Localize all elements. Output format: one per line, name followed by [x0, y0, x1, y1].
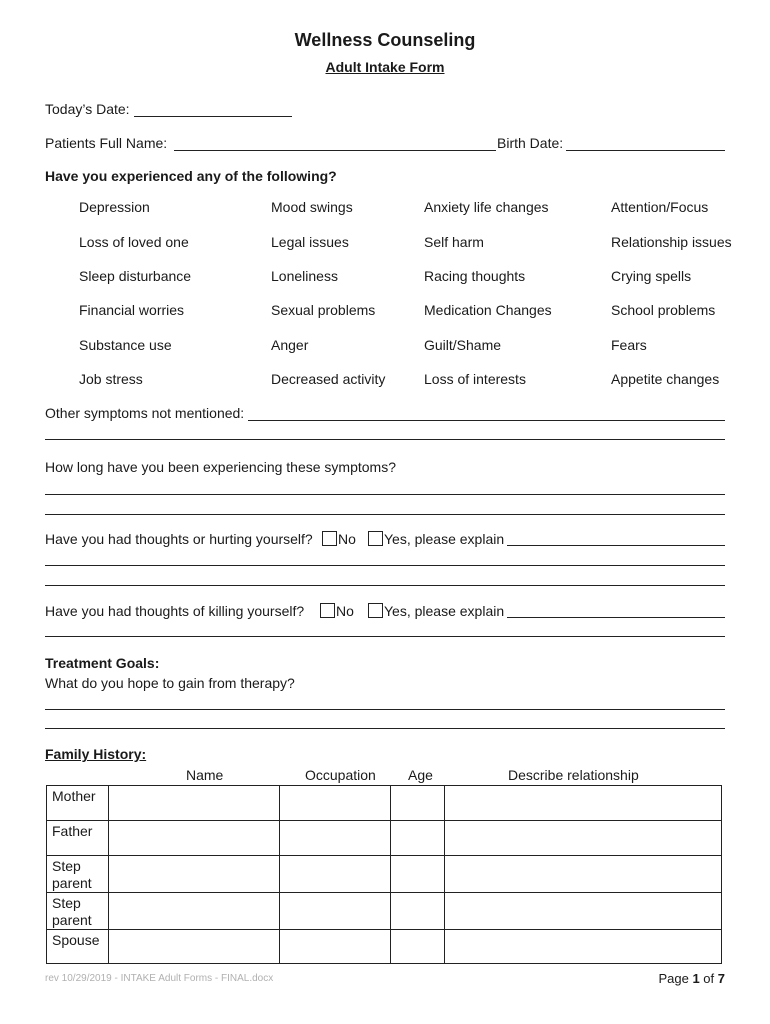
symptom-item: Depression: [79, 199, 150, 215]
page-total: 7: [717, 971, 725, 986]
symptom-item: Crying spells: [611, 268, 692, 284]
family-row-label: [47, 786, 109, 821]
page-prefix: Page: [658, 971, 693, 986]
killing-answer-line[interactable]: [45, 636, 725, 637]
family-name-cell[interactable]: [109, 930, 280, 964]
family-age-cell[interactable]: [391, 930, 445, 964]
symptom-item: Financial worries: [79, 302, 185, 318]
hurting-no-label: No: [338, 531, 356, 547]
other-symptoms-line-2[interactable]: [45, 439, 725, 440]
symptom-item: Guilt/Shame: [424, 337, 502, 353]
treatment-heading: Treatment Goals:: [45, 655, 160, 671]
symptom-item: Racing thoughts: [424, 268, 526, 284]
row-label-text: Step: [52, 858, 81, 874]
hurting-answer-line[interactable]: [45, 565, 725, 566]
family-relationship-cell[interactable]: [445, 930, 722, 964]
form-subtitle-text: Adult Intake Form: [325, 59, 445, 75]
hurting-yes-checkbox[interactable]: [368, 531, 383, 546]
killing-explain-line[interactable]: [507, 617, 725, 618]
symptoms-heading: Have you experienced any of the following?: [45, 168, 337, 184]
treatment-answer-line[interactable]: [45, 709, 725, 710]
hurting-answer-line-2[interactable]: [45, 585, 725, 586]
form-subtitle: [0, 59, 770, 75]
family-row-label: [47, 893, 109, 930]
family-relationship-cell[interactable]: [445, 893, 722, 930]
duration-question: How long have you been experiencing these symptoms?: [45, 459, 396, 475]
symptom-item: Self harm: [424, 234, 484, 250]
symptom-item: Loneliness: [271, 268, 338, 284]
family-row-label: [47, 930, 109, 964]
table-row: [47, 893, 722, 930]
killing-question: Have you had thoughts of killing yourself?: [45, 603, 305, 619]
table-row: [47, 821, 722, 856]
symptom-item: Attention/Focus: [611, 199, 709, 215]
table-row: [47, 786, 722, 821]
birth-date-label: Birth Date:: [497, 135, 564, 151]
family-col-relationship: Describe relationship: [508, 767, 639, 783]
family-age-cell[interactable]: [391, 786, 445, 821]
family-name-cell[interactable]: [109, 821, 280, 856]
family-row-label: [47, 856, 109, 893]
symptom-item: Job stress: [79, 371, 143, 387]
family-name-cell[interactable]: [109, 856, 280, 893]
row-label-text: Mother: [52, 788, 96, 804]
family-age-cell[interactable]: [391, 821, 445, 856]
full-name-label: Patients Full Name:: [45, 135, 168, 151]
hurting-explain-line[interactable]: [507, 545, 725, 546]
family-occupation-cell[interactable]: [280, 893, 391, 930]
family-name-cell[interactable]: [109, 893, 280, 930]
footer-file-name: rev 10/29/2019 - INTAKE Adult Forms - FINAL.docx: [45, 973, 274, 984]
killing-yes-checkbox[interactable]: [368, 603, 383, 618]
symptom-item: Loss of interests: [424, 371, 526, 387]
row-label-text: parent: [52, 875, 92, 891]
birth-date-line[interactable]: [566, 150, 725, 151]
family-heading: Family History:: [45, 746, 147, 762]
treatment-question: What do you hope to gain from therapy?: [45, 675, 295, 691]
todays-date-line[interactable]: [134, 116, 292, 117]
family-occupation-cell[interactable]: [280, 856, 391, 893]
symptom-item: Mood swings: [271, 199, 353, 215]
page-sep: of: [699, 971, 718, 986]
family-age-cell[interactable]: [391, 856, 445, 893]
killing-no-checkbox[interactable]: [320, 603, 335, 618]
symptom-item: Decreased activity: [271, 371, 386, 387]
family-col-age: Age: [408, 767, 433, 783]
family-relationship-cell[interactable]: [445, 821, 722, 856]
symptom-item: Relationship issues: [611, 234, 732, 250]
row-label-text: Step: [52, 895, 81, 911]
family-name-cell[interactable]: [109, 786, 280, 821]
symptom-item: Medication Changes: [424, 302, 552, 318]
duration-answer-line[interactable]: [45, 494, 725, 495]
family-col-occupation: Occupation: [305, 767, 376, 783]
table-row: [47, 930, 722, 964]
row-label-text: parent: [52, 912, 92, 928]
symptom-item: Anger: [271, 337, 309, 353]
symptom-item: Legal issues: [271, 234, 349, 250]
treatment-answer-line-2[interactable]: [45, 728, 725, 729]
page-current: 1: [692, 971, 700, 986]
family-occupation-cell[interactable]: [280, 930, 391, 964]
table-row: [47, 856, 722, 893]
symptom-item: Substance use: [79, 337, 172, 353]
row-label-text: Spouse: [52, 932, 100, 948]
family-occupation-cell[interactable]: [280, 786, 391, 821]
family-age-cell[interactable]: [391, 893, 445, 930]
family-history-table: [46, 785, 722, 964]
duration-answer-line-2[interactable]: [45, 514, 725, 515]
symptom-item: Anxiety life changes: [424, 199, 549, 215]
row-label-text: Father: [52, 823, 93, 839]
page-number: [658, 971, 725, 986]
other-symptoms-line[interactable]: [248, 420, 725, 421]
family-occupation-cell[interactable]: [280, 821, 391, 856]
symptom-item: School problems: [611, 302, 716, 318]
family-relationship-cell[interactable]: [445, 856, 722, 893]
family-row-label: [47, 821, 109, 856]
symptom-item: Appetite changes: [611, 371, 720, 387]
hurting-yes-label: Yes, please explain: [384, 531, 505, 547]
symptom-item: Loss of loved one: [79, 234, 189, 250]
other-symptoms-label: Other symptoms not mentioned:: [45, 405, 245, 421]
hurting-question: Have you had thoughts or hurting yourself?: [45, 531, 313, 547]
hurting-no-checkbox[interactable]: [322, 531, 337, 546]
form-title: Wellness Counseling: [294, 30, 476, 50]
symptom-item: Sleep disturbance: [79, 268, 192, 284]
family-relationship-cell[interactable]: [445, 786, 722, 821]
full-name-line[interactable]: [174, 150, 496, 151]
killing-no-label: No: [336, 603, 354, 619]
symptom-item: Sexual problems: [271, 302, 376, 318]
family-col-name: Name: [186, 767, 224, 783]
symptom-item: Fears: [611, 337, 647, 353]
todays-date-label: Today’s Date:: [45, 101, 130, 117]
killing-yes-label: Yes, please explain: [384, 603, 505, 619]
